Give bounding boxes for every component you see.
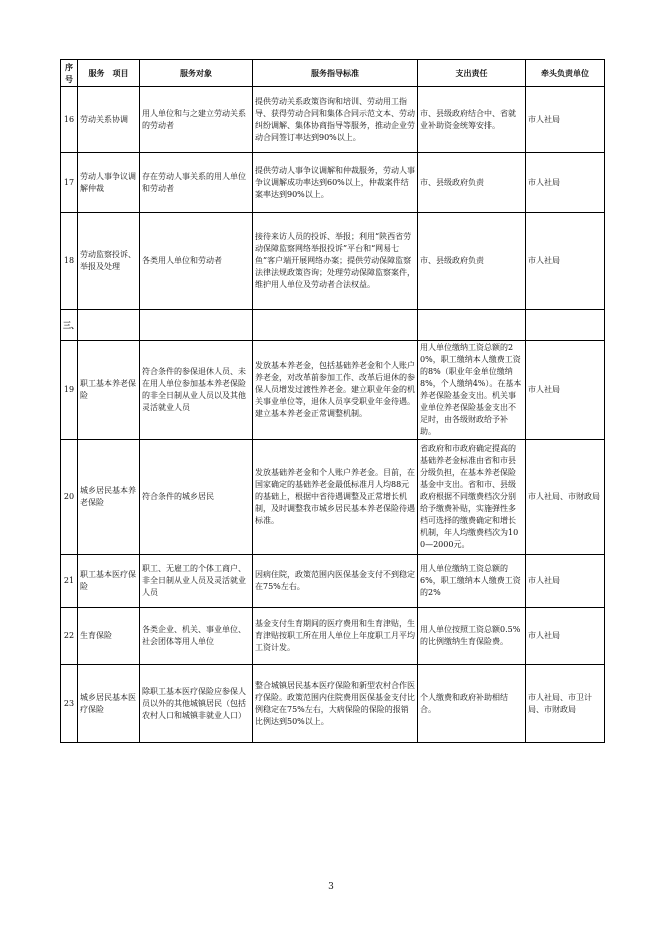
row-item: 生育保险 bbox=[78, 608, 140, 665]
row-lead: 市人社局 bbox=[526, 153, 605, 213]
row-expense: 市、县级政府负责 bbox=[418, 153, 526, 213]
row-expense: 用人单位缴纳工资总额的6%，职工缴纳本人缴费工资的2% bbox=[418, 555, 526, 608]
row-no: 19 bbox=[61, 341, 78, 440]
header-item: 服务 项目 bbox=[78, 60, 140, 87]
header-standard: 服务指导标准 bbox=[253, 60, 418, 87]
row-no: 21 bbox=[61, 555, 78, 608]
section-row bbox=[61, 310, 605, 341]
row-target: 符合条件的城乡居民 bbox=[140, 440, 253, 555]
table-row bbox=[61, 608, 605, 665]
header-expense: 支出责任 bbox=[418, 60, 526, 87]
row-target: 各类用人单位和劳动者 bbox=[140, 213, 253, 310]
header-lead: 牵头负责单位 bbox=[526, 60, 605, 87]
row-no: 18 bbox=[61, 213, 78, 310]
section-empty-cell bbox=[418, 310, 526, 341]
row-expense: 省政府和市政府确定提高的基础养老金标准由省和市县分级负担，在基本养老保险基金中支出。省和市、县级政府根据不同缴费档次分别给予缴费补贴，实施弹性多档可选择的缴费确定和增长机制，年人均缴费档次为100—2000元。 bbox=[418, 440, 526, 555]
row-no: 20 bbox=[61, 440, 78, 555]
row-no: 22 bbox=[61, 608, 78, 665]
table-row bbox=[61, 555, 605, 608]
row-target: 符合条件的参保退休人员、未在用人单位参加基本养老保险的非全日制从业人员以及其他灵活就业人员 bbox=[140, 341, 253, 440]
row-lead: 市人社局、市卫计局、市财政局 bbox=[526, 665, 605, 743]
row-lead: 市人社局、市财政局 bbox=[526, 440, 605, 555]
row-expense: 用人单位缴纳工资总额的20%，职工缴纳本人缴费工资的8%（职业年金单位缴纳8%，个人缴纳4%）。在基本养老保险基金支出。机关事业单位养老保险基金支出不足时，由各级财政给予补助。 bbox=[418, 341, 526, 440]
table-row bbox=[61, 213, 605, 310]
row-standard: 基金支付生育期间的医疗费用和生育津贴，生育津贴按职工所在用人单位上年度职工月平均工资计发。 bbox=[253, 608, 418, 665]
row-item: 劳动监察投诉、举报及处理 bbox=[78, 213, 140, 310]
section-empty-cell bbox=[253, 310, 418, 341]
row-standard: 提供劳动关系政策咨询和培训、劳动用工指导、获得劳动合同和集体合同示范文本、劳动纠纷调解、集体协商指导等服务，推动企业劳动合同签订率达到90%以上。 bbox=[253, 87, 418, 153]
row-no: 16 bbox=[61, 87, 78, 153]
row-no: 23 bbox=[61, 665, 78, 743]
row-expense: 市、县级政府负责 bbox=[418, 213, 526, 310]
row-expense: 市、县级政府结合中、省就业补助资金统筹安排。 bbox=[418, 87, 526, 153]
row-lead: 市人社局 bbox=[526, 213, 605, 310]
row-item: 职工基本养老保险 bbox=[78, 341, 140, 440]
row-standard: 接待来访人员的投诉、举报；利用“陕西省劳动保障监察网络举报投诉”平台和“网易七鱼”客户端开展网络办案；提供劳动保障监察法律法规政策咨询；处理劳动保障监察案件，维护用人单位及劳动者合法权益。 bbox=[253, 213, 418, 310]
row-target: 除职工基本医疗保险应参保人员以外的其他城镇居民（包括农村人口和城镇非就业人口） bbox=[140, 665, 253, 743]
row-item: 城乡居民基本医疗保险 bbox=[78, 665, 140, 743]
row-lead: 市人社局 bbox=[526, 341, 605, 440]
row-item: 职工基本医疗保险 bbox=[78, 555, 140, 608]
row-target: 存在劳动人事关系的用人单位和劳动者 bbox=[140, 153, 253, 213]
row-expense: 个人缴费和政府补助相结合。 bbox=[418, 665, 526, 743]
row-standard: 因病住院，政策范围内医保基金支付不到稳定在75%左右。 bbox=[253, 555, 418, 608]
service-standards-table bbox=[60, 59, 605, 743]
row-target: 职工、无雇工的个体工商户、非全日制从业人员及灵活就业人员 bbox=[140, 555, 253, 608]
row-item: 劳动关系协调 bbox=[78, 87, 140, 153]
row-standard: 发放基本养老金，包括基础养老金和个人账户养老金，对改革前参加工作、改革后退休的参保人员增发过渡性养老金。建立职业年金的机关事业单位等，退休人员享受职业年金待遇。建立基本养老金正常调整机制。 bbox=[253, 341, 418, 440]
section-empty-cell bbox=[140, 310, 253, 341]
table-row bbox=[61, 440, 605, 555]
row-standard: 提供劳动人事争议调解和仲裁服务，劳动人事争议调解成功率达到60%以上，仲裁案件结案率达到90%以上。 bbox=[253, 153, 418, 213]
header-no: 序号 bbox=[61, 60, 78, 87]
header-target: 服务对象 bbox=[140, 60, 253, 87]
row-standard: 发放基础养老金和个人账户养老金。目前，在国家确定的基础养老金最低标准月人均88元的基础上，根据中省待遇调整及正常增长机制，及时调整我市城乡居民基本养老保险待遇标准。 bbox=[253, 440, 418, 555]
table-row bbox=[61, 87, 605, 153]
table-row bbox=[61, 665, 605, 743]
row-standard: 整合城镇居民基本医疗保险和新型农村合作医疗保险。政策范围内住院费用医保基金支付比例稳定在75%左右，大病保险的保险的报销比例达到50%以上。 bbox=[253, 665, 418, 743]
section-empty-cell bbox=[78, 310, 140, 341]
row-no: 17 bbox=[61, 153, 78, 213]
header-row bbox=[61, 60, 605, 87]
section-heading: 三、 bbox=[61, 310, 78, 341]
row-lead: 市人社局 bbox=[526, 608, 605, 665]
row-expense: 用人单位按照工资总额0.5%的比例缴纳生育保险费。 bbox=[418, 608, 526, 665]
row-lead: 市人社局 bbox=[526, 555, 605, 608]
section-empty-cell bbox=[526, 310, 605, 341]
row-item: 城乡居民基本养老保险 bbox=[78, 440, 140, 555]
page-number: 3 bbox=[328, 882, 334, 892]
table-row bbox=[61, 341, 605, 440]
row-target: 各类企业、机关、事业单位、社会团体等用人单位 bbox=[140, 608, 253, 665]
table-row bbox=[61, 153, 605, 213]
row-item: 劳动人事争议调解仲裁 bbox=[78, 153, 140, 213]
row-lead: 市人社局 bbox=[526, 87, 605, 153]
row-target: 用人单位和与之建立劳动关系的劳动者 bbox=[140, 87, 253, 153]
